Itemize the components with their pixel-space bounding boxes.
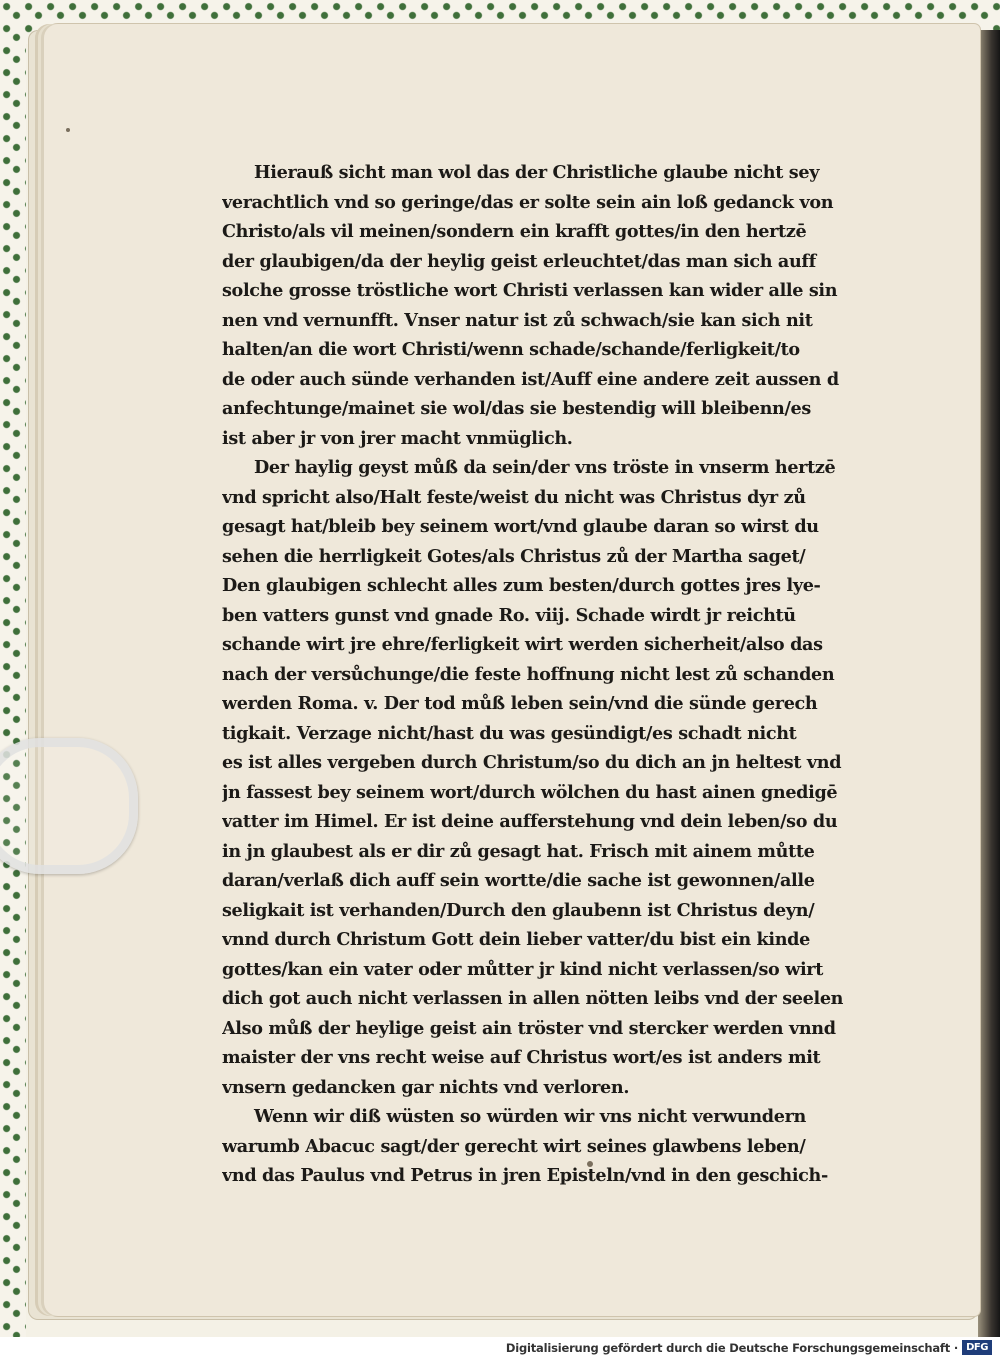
text-line: nach der versůchunge/die feste hoffnung nicht lest zů schanden xyxy=(222,663,835,685)
text-line: es ist alles vergeben durch Christum/so du dich an jn heltest vnd xyxy=(222,752,842,773)
text-line: Der haylig geyst můß da sein/der vns tröste in vnserm hertzē xyxy=(254,457,836,478)
text-line: gesagt hat/bleib bey seinem wort/vnd glaube daran so wirst du xyxy=(222,516,819,537)
digitization-credit: Digitalisierung gefördert durch die Deutsche Forschungsgemeinschaft · xyxy=(505,1341,958,1355)
text-line: daran/verlaß dich auff sein wortte/die sache ist gewonnen/alle xyxy=(222,870,815,891)
text-line: vnd das Paulus vnd Petrus in jren Episteln/vnd in den geschich- xyxy=(222,1165,828,1186)
text-line: schande wirt jre ehre/ferligkeit wirt werden sicherheit/also das xyxy=(222,634,823,655)
book-spine xyxy=(978,30,1000,1337)
text-line: vnnd durch Christum Gott dein lieber vatter/du bist ein kinde xyxy=(222,929,810,950)
text-line: Christo/als vil meinen/sondern ein krafft gottes/in den hertzē xyxy=(222,221,807,242)
text-line: anfechtunge/mainet sie wol/das sie bestendig will bleibenn/es xyxy=(222,398,811,419)
text-line: solche grosse tröstliche wort Christi verlassen kan wider alle sin xyxy=(222,280,838,301)
text-line: Hierauß sicht man wol das der Christliche glaube nicht sey xyxy=(254,162,820,183)
text-line: warumb Abacuc sagt/der gerecht wirt seines glawbens leben/ xyxy=(222,1135,806,1157)
text-line: nen vnd vernunfft. Vnser natur ist zů schwach/sie kan sich nit xyxy=(222,309,813,331)
text-line: werden Roma. v. Der tod můß leben sein/vnd die sünde gerech xyxy=(222,693,818,714)
text-line: der glaubigen/da der heylig geist erleuchtet/das man sich auff xyxy=(222,250,816,272)
text-line: vnd spricht also/Halt feste/weist du nicht was Christus dyr zů xyxy=(222,486,806,508)
text-line: verachtlich vnd so geringe/das er solte sein ain loß gedanck von xyxy=(222,191,834,213)
text-line: Den glaubigen schlecht alles zum besten/durch gottes jres lye- xyxy=(222,575,821,596)
text-line: ist aber jr von jrer macht vnmüglich. xyxy=(222,427,573,449)
text-line: ben vatters gunst vnd gnade Ro. viij. Schade wirdt jr reichtū xyxy=(222,604,796,626)
text-line: maister der vns recht weise auf Christus wort/es ist anders mit xyxy=(222,1047,821,1068)
text-line: dich got auch nicht verlassen in allen nötten leibs vnd der seelen xyxy=(222,988,844,1009)
paper-speck xyxy=(66,128,70,132)
page-clip-tab xyxy=(0,738,138,874)
text-line: jn fassest bey seinem wort/durch wölchen du hast ainen gnedigē xyxy=(222,781,838,803)
text-line: vnsern gedancken gar nichts vnd verloren. xyxy=(222,1076,630,1098)
dfg-logo: DFG xyxy=(962,1340,992,1355)
text-line: seligkait ist verhanden/Durch den glaubenn ist Christus deyn/ xyxy=(222,899,815,921)
fraktur-text-block xyxy=(222,158,898,1191)
text-line: sehen die herrligkeit Gotes/als Christus zů der Martha saget/ xyxy=(222,545,806,567)
text-line: de oder auch sünde verhanden ist/Auff eine andere zeit aussen d xyxy=(222,368,839,390)
text-line: halten/an die wort Christi/wenn schade/schande/ferligkeit/to xyxy=(222,339,800,360)
text-line: gottes/kan ein vater oder můtter jr kind nicht verlassen/so wirt xyxy=(222,958,823,980)
text-line: vatter im Himel. Er ist deine aufferstehung vnd dein leben/so du xyxy=(222,811,838,832)
text-line: tigkait. Verzage nicht/hast du was gesündigt/es schadt nicht xyxy=(222,722,797,744)
endpaper-pattern-left xyxy=(0,0,26,1337)
text-line: Also můß der heylige geist ain tröster vnd stercker werden vnnd xyxy=(222,1017,836,1039)
text-line: in jn glaubest als er dir zů gesagt hat. Frisch mit ainem můtte xyxy=(222,840,815,862)
text-line: Wenn wir diß wüsten so würden wir vns nicht verwundern xyxy=(254,1106,806,1127)
